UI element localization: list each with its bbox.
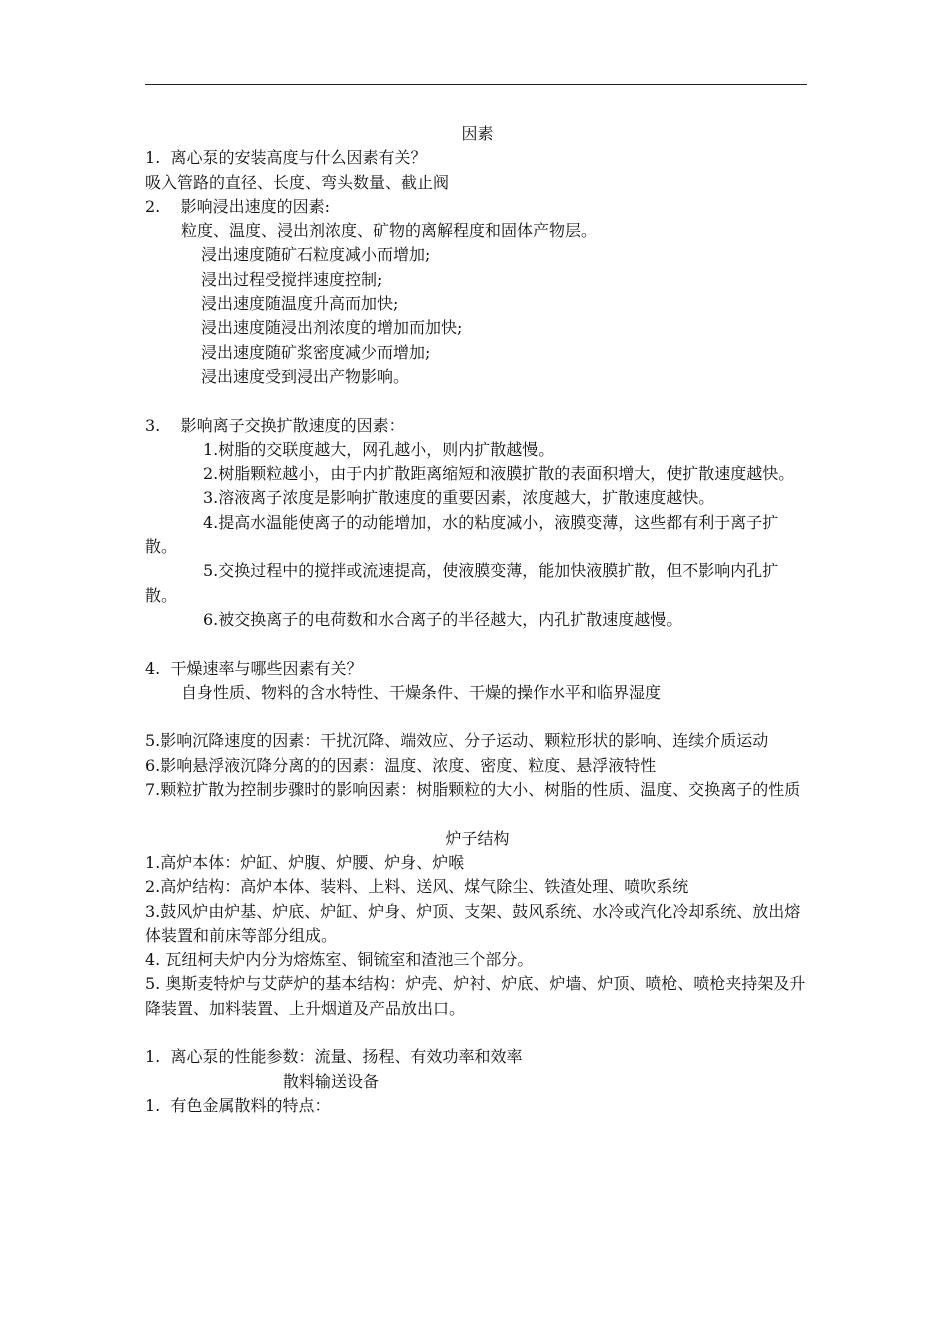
section-title-bulk-conveying: 散料输送设备 bbox=[283, 1071, 380, 1091]
furnace-item: 4. 瓦纽柯夫炉内分为熔炼室、铜锍室和渣池三个部分。 bbox=[145, 950, 534, 970]
furnace-item: 1.高炉本体：炉缸、炉腹、炉腰、炉身、炉喉 bbox=[145, 852, 465, 872]
question-6: 6.影响悬浮液沉降分离的的因素：温度、浓度、密度、粒度、悬浮液特性 bbox=[145, 755, 657, 775]
answer-3-item: 3.溶液离子浓度是影响扩散速度的重要因素，浓度越大，扩散速度越快。 bbox=[203, 488, 715, 508]
question-2: 2. 影响浸出速度的因素: bbox=[145, 196, 331, 216]
answer-3-item: 6.被交换离子的电荷数和水合离子的半径越大，内孔扩散速度越慢。 bbox=[203, 609, 683, 629]
bulk-question-1: 1. 有色金属散料的特点： bbox=[145, 1095, 331, 1115]
answer-2-item: 浸出速度随矿石粒度减小而增加; bbox=[201, 245, 431, 265]
answer-2-item: 浸出速度受到浸出产物影响。 bbox=[201, 366, 410, 386]
answer-2-item: 浸出速度随浸出剂浓度的增加而加快; bbox=[201, 318, 463, 338]
answer-3-item: 5.交换过程中的搅拌或流速提高，使液膜变薄，能加快液膜扩散，但不影响内孔扩散。 bbox=[145, 561, 779, 605]
question-1: 1. 离心泵的安装高度与什么因素有关？ bbox=[145, 148, 427, 168]
answer-1: 吸入管路的直径、长度、弯头数量、截止阀 bbox=[145, 172, 450, 192]
section-title-factors: 因素 bbox=[461, 124, 494, 143]
answer-3-item: 4.提高水温能使离子的动能增加，水的粘度减小，液膜变薄，这些都有利于离子扩散。 bbox=[145, 512, 779, 557]
answer-3-item: 2.树脂颗粒越小，由于内扩散距离缩短和液膜扩散的表面积增大，使扩散速度越快。 bbox=[203, 464, 795, 484]
spacer bbox=[145, 802, 810, 826]
answer-2-item: 浸出速度随温度升高而加快; bbox=[201, 294, 399, 314]
answer-2-summary: 粒度、温度、浸出剂浓度、矿物的离解程度和固体产物层。 bbox=[181, 221, 598, 241]
document-body bbox=[145, 122, 810, 1118]
spacer bbox=[145, 632, 810, 656]
question-5: 5.影响沉降速度的因素：干扰沉降、端效应、分子运动、颗粒形状的影响、连续介质运动 bbox=[145, 731, 769, 751]
header-rule bbox=[145, 84, 807, 85]
furnace-item: 5. 奥斯麦特炉与艾萨炉的基本结构：炉壳、炉衬、炉底、炉墙、炉顶、喷枪、喷枪夹持架及升降装置、加料装置、上升烟道及产品放出口。 bbox=[145, 974, 806, 1018]
answer-4: 自身性质、物料的含水特性、干燥条件、干燥的操作水平和临界湿度 bbox=[181, 682, 662, 702]
spacer bbox=[145, 1021, 810, 1045]
question-4: 4. 干燥速率与哪些因素有关？ bbox=[145, 658, 363, 678]
section-title-furnace: 炉子结构 bbox=[445, 828, 510, 848]
answer-2-item: 浸出速度随矿浆密度减少而增加; bbox=[201, 342, 431, 362]
spacer bbox=[145, 705, 810, 729]
question-3: 3. 影响离子交换扩散速度的因素： bbox=[145, 415, 405, 435]
answer-2-item: 浸出过程受搅拌速度控制; bbox=[201, 269, 383, 289]
spacer bbox=[145, 389, 810, 413]
answer-3-item: 1.树脂的交联度越大，网孔越小，则内扩散越慢。 bbox=[203, 439, 555, 459]
question-7: 7.颗粒扩散为控制步骤时的影响因素：树脂颗粒的大小、树脂的性质、温度、交换离子的性质 bbox=[145, 780, 801, 800]
pump-parameters: 1. 离心泵的性能参数：流量、扬程、有效功率和效率 bbox=[145, 1047, 523, 1067]
furnace-item: 3.鼓风炉由炉基、炉底、炉缸、炉身、炉顶、支架、鼓风系统、水冷或汽化冷却系统、放出熔体装置和前床等部分组成。 bbox=[145, 901, 801, 945]
furnace-item: 2.高炉结构：高炉本体、装料、上料、送风、煤气除尘、铁渣处理、喷吹系统 bbox=[145, 877, 689, 897]
